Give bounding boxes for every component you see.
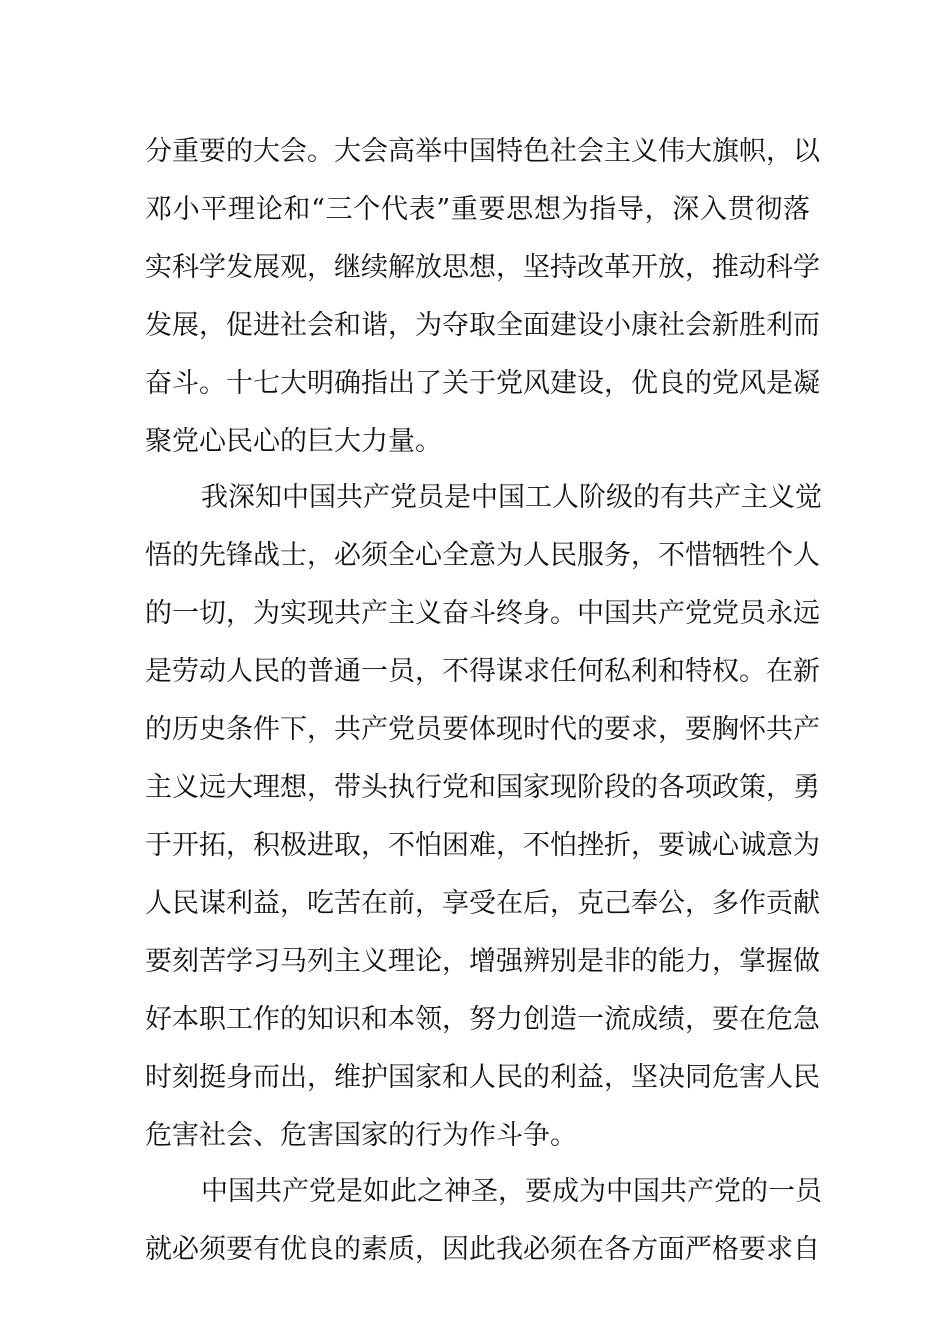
paragraph-2-line-8: 人民谋利益，吃苦在前，享受在后，克己奉公，多作贡献 [145, 888, 820, 919]
paragraph-1-line-2: 邓小平理论和“三个代表”重要思想为指导，深入贯彻落 [145, 194, 810, 225]
paragraph-1-line-1: 分重要的大会。大会高举中国特色社会主义伟大旗帜，以 [145, 136, 820, 167]
paragraph-2-line-9: 要刻苦学习马列主义理论，增强辨别是非的能力，掌握做 [145, 946, 820, 977]
paragraph-1-line-6: 聚党心民心的巨大力量。 [145, 426, 442, 457]
paragraph-2-line-2: 悟的先锋战士，必须全心全意为人民服务，不惜牺牲个人 [145, 540, 820, 571]
paragraph-3-line-1: 中国共产党是如此之神圣，要成为中国共产党的一员 [201, 1176, 822, 1207]
paragraph-1-line-5: 奋斗。十七大明确指出了关于党风建设，优良的党风是凝 [145, 368, 820, 399]
paragraph-2-line-6: 主义远大理想，带头执行党和国家现阶段的各项政策，勇 [145, 772, 820, 803]
paragraph-2-line-12: 危害社会、危害国家的行为作斗争。 [145, 1120, 577, 1151]
paragraph-2-line-5: 的历史条件下，共产党员要体现时代的要求，要胸怀共产 [145, 714, 820, 745]
paragraph-3-line-2: 就必须要有优良的素质，因此我必须在各方面严格要求自 [145, 1234, 820, 1265]
paragraph-2-line-1: 我深知中国共产党员是中国工人阶级的有共产主义觉 [201, 482, 822, 513]
paragraph-2-line-3: 的一切，为实现共产主义奋斗终身。中国共产党党员永远 [145, 598, 820, 629]
paragraph-2-line-10: 好本职工作的知识和本领，努力创造一流成绩，要在危急 [145, 1004, 820, 1035]
paragraph-2-line-7: 于开拓，积极进取，不怕困难，不怕挫折，要诚心诚意为 [145, 830, 820, 861]
paragraph-2-line-11: 时刻挺身而出，维护国家和人民的利益，坚决同危害人民 [145, 1062, 820, 1093]
paragraph-1-line-4: 发展，促进社会和谐，为夺取全面建设小康社会新胜利而 [145, 310, 820, 341]
paragraph-2-line-4: 是劳动人民的普通一员，不得谋求任何私利和特权。在新 [145, 656, 820, 687]
paragraph-1-line-3: 实科学发展观，继续解放思想，坚持改革开放，推动科学 [145, 252, 820, 283]
